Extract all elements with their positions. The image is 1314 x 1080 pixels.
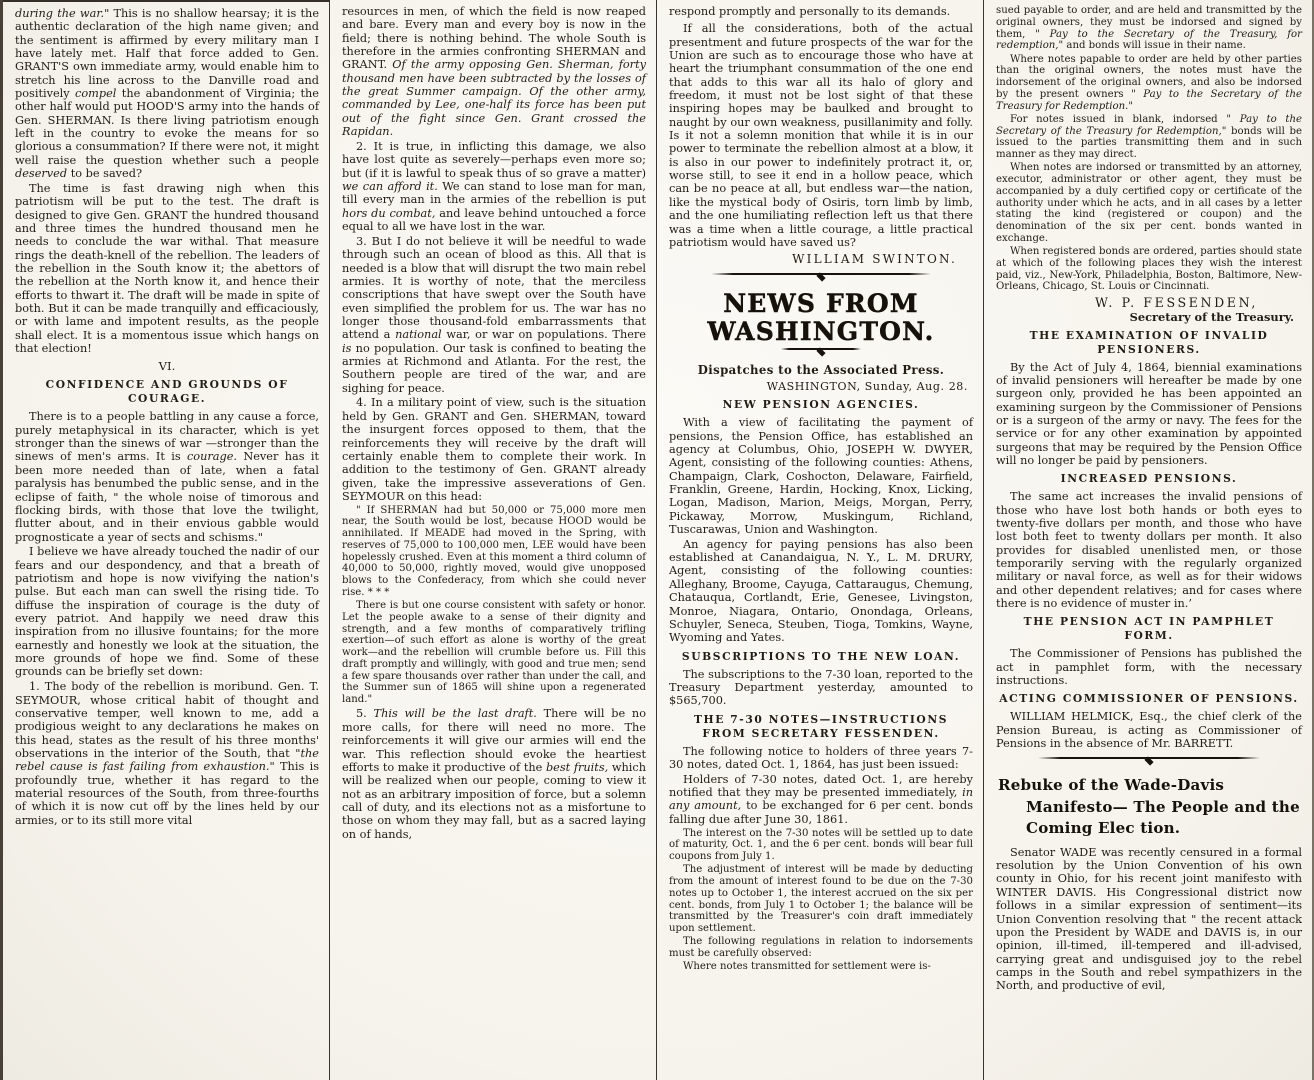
paragraph xyxy=(342,235,646,395)
text-run: This is no shallow hearsay; it is the authentic declaration of the high name given; and the sentiment is affirmed by every military man I have lately met. Half that force added to Gen. GRANT'S own immediate army, would enable him to stretch his line across to the Danville road and positively xyxy=(15,7,320,101)
official-signature-title: Secretary of the Treasury. xyxy=(1129,309,1294,324)
paragraph: If all the considerations, both of the actual presentment and future prospects of the war for the Union are such as to encourage those who have at heart the triumphant consummation of the one end that adds to this war all its halo of glory and freedom, it must not be lost sight of that these inspiring hopes may be baulked and brought to naught by our own weakness, pusillanimity and folly. Is it not a solemn monition that while it is in our power to terminate the rebellion almost at a blow, it is also in our power to indefinitely protract it, or, worse still, to see it end in a hollow peace, which can be no peace at all, but endless war—the nation, like the mystical body of Osiris, torn limb by limb, and the one humiliating reflection left us that there was a time when a little courage, a little practical patriotism would have saved us? xyxy=(669,22,973,249)
text-run: to be saved? xyxy=(67,167,143,181)
paragraph: The Commissioner of Pensions has published the act in pamphlet form, with the necessary instructions. xyxy=(996,647,1302,688)
text-run: no population. Our task is confined to beating the armies at Richmond and Atlanta. For the rest, the Southern people are tired of the war, and are sighing for peace. xyxy=(342,341,646,395)
text-run: we can afford it. xyxy=(342,179,438,193)
newspaper-column-2 xyxy=(330,0,657,1080)
subheading-increased-pensions: INCREASED PENSIONS. xyxy=(1060,472,1238,486)
text-run: 1. The body of the rebellion is moribund. Gen. T. SEYMOUR, whose critical habit of thought and conservative temper, well known to me, add a prodigious weight to any declarations he makes on this head, states as the result of his three months' observations in the interior of the South, that " xyxy=(15,680,319,761)
paragraph: I believe we have already touched the nadir of our fears and our despondency, and that a breath of patriotism and hope is now vivifying the nation's pulse. But each man can swell the rising tide. To diffuse the inspiration of courage is the duty of every patriot. And happily we need draw this inspiration from no illusive fountains; for the more earnestly and honestly we look at the situation, the more grounds of hope we find. Some of these grounds can be briefly set down: xyxy=(15,545,319,679)
text-run: sued payable to order, and are held and transmitted by the original owners, they must be indorsed and signed by them, " xyxy=(996,5,1302,40)
text-run: deserved xyxy=(15,167,68,181)
paragraph: Senator WADE was recently censured in a formal resolution by the Union Convention of his own county in Ohio, for his recent joint manifesto with WINTER DAVIS. His Congressional district now follows in a similar expression of sentiment—its Union Convention resolving that " the recent attack upon the President by WADE and DAVIS is, in our opinion, ill-timed, ill-tempered and ill-advised, carrying great and undisguised joy to the rebel camps in the South and rebel sympathizers in the North, and productive of evil, xyxy=(996,845,1302,993)
text-run: Of the army opposing Gen. Sherman, forty thousand men have been subtracted by the losses of the great Summer campaign. Of the other army, commanded by Lee, one-half its force has been put out of the fight since Gen. Grant crossed the Rapidan. xyxy=(342,58,646,139)
paragraph: When notes are indorsed or transmitted by an attorney, executor, administrator or other agent, they must be accompanied by a duly certified copy or certificate of the authority under which he acts, and in all cases by a letter stating the kind (registered or coupon) and the denomination of the six per cent. bonds wanted in exchange. xyxy=(996,162,1302,244)
text-run: and leave behind untouched a force equal to all we have lost in the war. xyxy=(342,206,646,233)
text-run: and bonds will issue in their name. xyxy=(1063,40,1246,52)
paragraph xyxy=(342,707,646,840)
paragraph xyxy=(15,7,319,180)
paragraph: The same act increases the invalid pensions of those who have lost both hands or both eyes to twenty-five dollars per month, and those who have lost both feet to twenty dollars per month. It also provides for disabled unenlisted men, or those temporarily serving with the regularly organized military or naval force, as well as for their widows and other dependent relatives; and for cases where there is no evidence of muster in.’ xyxy=(996,490,1302,610)
subheading-subscriptions-loan: SUBSCRIPTIONS TO THE NEW LOAN. xyxy=(681,649,961,663)
paragraph xyxy=(996,5,1302,52)
paragraph xyxy=(15,680,319,827)
newspaper-column-3 xyxy=(657,0,984,1080)
paragraph: With a view of facilitating the payment of pensions, the Pension Office, has established an agency at Columbus, Ohio, JOSEPH W. DWYER, Agent, consisting of the following counties: Athens, Champaign, Clark, Coshocton, Delaware, Fairfield, Franklin, Greene, Hardin, Hocking, Knox, Licking, Logan, Madison, Marion, Meigs, Morgan, Perry, Pickaway, Morrow, Muskingum, Richland, Tuscarawas, Union and Washington. xyxy=(669,416,973,536)
text-run: which will be realized when our people, coming to view it not as an arbitrary imposition of force, but a solemn call of duty, and its elections not as a misfortune to those on whom they may fall, but as a sacred laying on of hands, xyxy=(342,760,646,841)
paragraph: respond promptly and personally to its demands. xyxy=(669,5,951,18)
newspaper-column-4 xyxy=(984,0,1312,1080)
subheading-new-pension-agencies: NEW PENSION AGENCIES. xyxy=(722,398,920,412)
paragraph: The time is fast drawing nigh when this patriotism will be put to the test. The draft is designed to give Gen. GRANT the hundred thousand and three times the hundred thousand men he needs to conclude the war withal. That measure rings the death-knell of the rebellion. The leaders of the rebellion in the South know it; the abettors of the rebellion at the North know it, and hence their efforts to thwart it. The draft will be made in spite of both. But it can be made tranquilly and efficaciously, or with lame and impotent results, as the people shall elect. It is a momentous issue which hangs on that election! xyxy=(15,181,319,356)
subheading-730-notes: THE 7-30 NOTES—INSTRUCTIONS FROM SECRETARY FESSENDEN. xyxy=(693,712,949,740)
text-run: is xyxy=(342,341,352,355)
byline: Dispatches to the Associated Press. xyxy=(697,363,945,378)
article-title: NEWS FROM WASHINGTON. xyxy=(707,289,935,346)
text-run: the rebel cause is fast failing from exhaustion. xyxy=(15,747,319,774)
paragraph: The following regulations in relation to indorsements must be carefully observed: xyxy=(669,936,973,960)
text-run: compel xyxy=(75,87,117,101)
text-run: during the war." xyxy=(15,7,114,20)
text-run: national xyxy=(395,328,442,342)
text-run: war, or war on populations. There xyxy=(441,328,646,342)
paragraph: 4. In a military point of view, such is the situation held by Gen. GRANT and Gen. SHERMAN, toward the insurgent forces opposed to them, that the reinforcements they will receive by the draft will certainly enable them to complete their work. In addition to the testimony of Gen. GRANT already given, take the impressive asseverations of Gen. SEYMOUR on this head: xyxy=(342,396,646,503)
text-run: Holders of 7-30 notes, dated Oct. 1, are hereby notified that they may be presented immediately, xyxy=(669,772,973,800)
text-run: Never has it been more needed than of late, when a fatal paralysis has benumbed the public sense, and in the eclipse of faith, " the whole noise of timorous and flocking birds, with those that love the twilight, flutter about, and in their envious gabble would prognosticate a year of sects and schisms." xyxy=(15,450,319,544)
paragraph xyxy=(342,140,646,233)
paragraph: An agency for paying pensions has also been established at Canandaigua, N. Y., L. M. DRURY, Agent, consisting of the following counties: Alleghany, Broome, Cayuga, Cattaraugus, Chemung, Chatauqua, Cortlandt, Erie, Genesee, Livingston, Monroe, Niagara, Ontario, Onondaga, Orleans, Schuyler, Seneca, Steuben, Tioga, Tomkins, Wayne, Wyoming and Yates. xyxy=(669,537,973,645)
text-run: 5. xyxy=(356,707,374,721)
text-run: There is to a people battling in any cause a force, purely metaphysical in its character, which is yet stronger than the sinews of war —stronger than the sinews of men's arms. It is xyxy=(15,410,319,464)
official-signature-name: W. P. FESSENDEN, xyxy=(1095,294,1258,310)
title-divider-rule xyxy=(781,348,861,356)
subheading-pension-act-pamphlet: THE PENSION ACT IN PAMPHLET FORM. xyxy=(1023,615,1275,643)
paragraph: Where notes transmitted for settlement were is- xyxy=(683,961,931,973)
text-run: bonds will be issued to the parties transmitting them and in such manner as they may direct. xyxy=(996,125,1302,160)
section-number: VI. xyxy=(158,359,176,374)
dateline: WASHINGTON, Sunday, Aug. 28. xyxy=(766,380,968,394)
article-title-rebuke: Rebuke of the Wade-Davis Manifesto— The People and the Coming Elec tion. xyxy=(998,776,1300,837)
section-heading: CONFIDENCE AND GROUNDS OF COURAGE. xyxy=(45,378,289,406)
text-run: best fruits, xyxy=(545,760,609,774)
text-run: 3. But I do not believe it will be needful to wade through such an ocean of blood as this. All that is needed is a blow that will disrupt the two main rebel armies. It is worthy of note, that the merciless conscriptions that have swept over the South have even simplified the problem for us. The war has no longer those thousand-fold embarrassments that attend a xyxy=(342,234,646,342)
paragraph xyxy=(342,5,646,138)
text-run: Where notes papable to order are held by other parties than the original owners, the notes must have the indorsement of the original owners, and also be indorsed by the present owners " xyxy=(996,53,1302,100)
text-run: This will be the last draft. xyxy=(373,707,537,721)
paragraph: The subscriptions to the 7-30 loan, reported to the Treasury Department yesterday, amounted to $565,700. xyxy=(669,667,973,708)
paragraph xyxy=(669,773,973,826)
article-divider-rule xyxy=(711,273,931,281)
text-run: " This is profoundly true, whether it has regard to the material resources of the South, from three-fourths of which it is now cut off by the lines held by our armies, or to its still more vital xyxy=(15,760,319,827)
text-run: to be exchanged for 6 per cent. bonds falling due after June 30, 1861. xyxy=(669,799,973,826)
text-run: the abandonment of Virginia; the other half would put HOOD'S army into the hands of Gen. SHERMAN. Is there living patriotism enough left in the country to evoke the means for so glorious a consummation? If there were not, it might well raise the question whether such a people xyxy=(15,87,319,167)
text-run: For notes issued in blank, indorsed " xyxy=(1010,113,1240,125)
text-run: Pay to the Secretary of the Treasury, for redemption," xyxy=(996,28,1302,52)
text-run: hors du combat, xyxy=(342,206,436,220)
text-run: courage. xyxy=(186,450,238,464)
paragraph: The following notice to holders of three years 7-30 notes, dated Oct. 1, 1864, has just been issued: xyxy=(669,744,973,771)
blockquote-paragraph: There is but one course consistent with safety or honor. Let the people awake to a sense of their dignity and strength, and a few months of comparatively trifling exertion—of such effort as alone is worthy of the great work—and the rebellion will crumble before us. Fill this draft promptly and willingly, with good and true men; send a few spare thousands over rather than under the call, and the Summer sun of 1865 will shine upon a regenerated land." xyxy=(342,600,646,706)
text-run: Pay to the Secretary of the Treasury for Redemption." xyxy=(996,88,1302,112)
text-run: in any amount, xyxy=(669,786,973,813)
newspaper-column-1 xyxy=(3,0,330,1080)
paragraph: The adjustment of interest will be made by deducting from the amount of interest found to be due on the 7-30 notes up to October 1, the interest accrued on the six per cent. bonds, from July 1 to October 1; the balance will be transmitted by the Treasurer's coin draft immediately upon settlement. xyxy=(669,864,973,935)
author-signature: WILLIAM SWINTON. xyxy=(792,252,957,267)
subheading-acting-commissioner: ACTING COMMISSIONER OF PENSIONS. xyxy=(999,692,1299,706)
blockquote-paragraph: " If SHERMAN had but 50,000 or 75,000 more men near, the South would be lost, because HOOD would be annihilated. If MEADE had moved in the Spring, with reserves of 75,000 to 100,000 men, LEE would have been hopelessly crushed. Even at this moment a third column of 40,000 to 50,000, rightly moved, would give unopposed blows to the Confederacy, from which she could never rise. * * * xyxy=(342,504,646,598)
paragraph xyxy=(15,410,319,543)
paragraph: When registered bonds are ordered, parties should state at which of the following places they wish the interest paid, viz., New-York, Philadelphia, Boston, Baltimore, New-Orleans, Chicago, St. Louis or Cincinnati. xyxy=(996,246,1302,293)
text-run: resources in men, of which the field is now reaped and bare. Every man and every boy is now in the field; there is nothing behind. The whole South is therefore in the armies confronting SHERMAN and GRANT. xyxy=(342,5,646,72)
article-divider-rule xyxy=(1038,757,1260,765)
subheading-invalid-pensioners: THE EXAMINATION OF INVALID PENSIONERS. xyxy=(1029,328,1269,356)
text-run: Pay to the Secretary of the Treasury for Redemption," xyxy=(996,113,1303,137)
paragraph: By the Act of July 4, 1864, biennial examinations of invalid pensioners will hereafter be made by one surgeon only, provided he has been appointed an examining surgeon by the Commissioner of Pensions or is a surgeon of the army or navy. The fees for the service or for any other examination by appointed surgeons that may be required by the Pension Office will no longer be paid by pensioners. xyxy=(996,360,1302,467)
paragraph xyxy=(996,54,1302,113)
text-run: There will be no more calls, for there will need no more. The reinforcements it will give our armies will end the war. This reflection should evoke the heartiest efforts to make it productive of the xyxy=(342,707,647,774)
paragraph: WILLIAM HELMICK, Esq., the chief clerk of the Pension Bureau, is acting as Commissioner of Pensions in the absence of Mr. BARRETT. xyxy=(996,710,1302,751)
text-run: We can stand to lose man for man, till every man in the armies of the rebellion is put xyxy=(342,179,646,207)
text-run: 2. It is true, in inflicting this damage, we also have lost quite as severely—perhaps even more so; but (if it is lawful to speak thus of so grave a matter) xyxy=(342,139,646,180)
paragraph xyxy=(996,114,1302,161)
paragraph: The interest on the 7-30 notes will be settled up to date of maturity, Oct. 1, and the 6 per cent. bonds will bear full coupons from July 1. xyxy=(669,827,973,863)
